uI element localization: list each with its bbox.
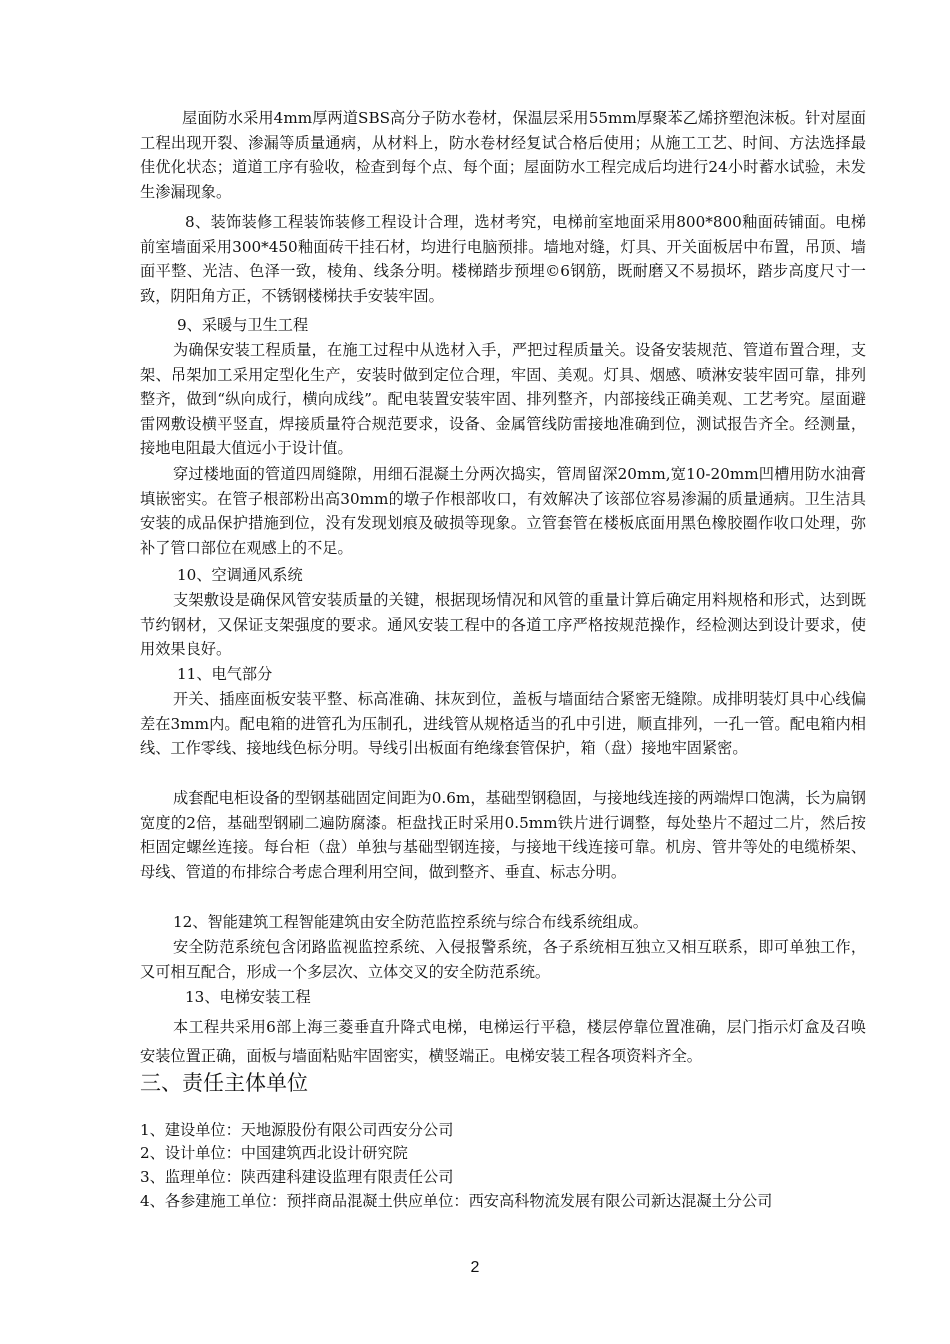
paragraph-duct-support: 支架敷设是确保风管安装质量的关键，根据现场情况和风管的重量计算后确定用料规格和形式，达到既节约钢材，又保证支架强度的要求。通风安装工程中的各道工序严格按规范操作，经检测达到设计要求，使用效果良好。 xyxy=(140,591,866,659)
paragraph-roof-waterproofing: 屋面防水采用4mm厚两道SBS高分子防水卷材，保温层采用55mm厚聚苯乙烯挤塑泡沫板。针对屋面工程出现开裂、渗漏等质量通病，从材料上，防水卷材经复试合格后使用；从施工工艺、时间、方法选择最佳优化状态；道道工序有验收，检查到每个点、每个面；屋面防水工程完成后均进行24小时蓄水试验，未发生渗漏现象。 xyxy=(140,109,866,201)
paragraph-installation-quality: 为确保安装工程质量，在施工过程中从选材入手，严把过程质量关。设备安装规范、管道布置合理，支架、吊架加工采用定型化生产，安装时做到定位合理，牢固、美观。灯具、烟感、喷淋安装牢固可靠，排列整齐，做到“纵向成行，横向成线”。配电装置安装牢固、排列整齐，内部接线正确美观、工艺考究。屋面避雷网敷设横平竖直，焊接质量符合规范要求，设备、金属管线防雷接地准确到位，测试报告齐全。经测量，接地电阻最大值远小于设计值。 xyxy=(140,341,866,458)
unit-design: 2、设计单位：中国建筑西北设计研究院 xyxy=(140,1144,408,1162)
subheading-elevator: 13、电梯安装工程 xyxy=(185,988,311,1006)
unit-supervision: 3、监理单位：陕西建科建设监理有限责任公司 xyxy=(140,1168,454,1186)
unit-construction: 1、建设单位：天地源股份有限公司西安分公司 xyxy=(140,1121,454,1139)
subheading-hvac: 10、空调通风系统 xyxy=(177,566,303,584)
paragraph-elevator: 本工程共采用6部上海三菱垂直升降式电梯，电梯运行平稳，楼层停靠位置准确，层门指示灯盒及召唤安装位置正确，面板与墙面粘贴牢固密实，横竖端正。电梯安装工程各项资料齐全。 xyxy=(140,1018,866,1065)
section-heading-responsible-units: 三、责任主体单位 xyxy=(140,1071,308,1095)
paragraph-distribution-cabinet: 成套配电柜设备的型钢基础固定间距为0.6m，基础型钢稳固，与接地线连接的两端焊口饱满，长为扁钢宽度的2倍，基础型钢刷二遍防腐漆。柜盘找正时采用0.5mm铁片进行调整，每处垫片不超过二片，然后按柜固定螺丝连接。每台柜（盘）单独与基础型钢连接，与接地干线连接可靠。机房、管井等处的电缆桥架、母线、管道的布排综合考虑合理利用空间，做到整齐、垂直、标志分明。 xyxy=(140,789,866,881)
paragraph-security-system: 安全防范系统包含闭路监视监控系统、入侵报警系统，各子系统相互独立又相互联系，即可单独工作，又可相互配合，形成一个多层次、立体交叉的安全防范系统。 xyxy=(140,938,866,981)
paragraph-switch-socket: 开关、插座面板安装平整、标高准确、抹灰到位，盖板与墙面结合紧密无缝隙。成排明装灯具中心线偏差在3mm内。配电箱的进管孔为压制孔，进线管从规格适当的孔中引进，顺直排列，一孔一管。配电箱内相线、工作零线、接地线色标分明。导线引出板面有绝缘套管保护，箱（盘）接地牢固紧密。 xyxy=(140,690,866,758)
unit-contractors: 4、各参建施工单位：预拌商品混凝土供应单位：西安高科物流发展有限公司新达混凝土分公司 xyxy=(140,1192,773,1210)
subheading-heating-sanitary: 9、采暖与卫生工程 xyxy=(177,316,309,334)
paragraph-intelligent-building: 12、智能建筑工程智能建筑由安全防范监控系统与综合布线系统组成。 xyxy=(173,913,648,931)
page-number: 2 xyxy=(470,1259,480,1276)
paragraph-decoration: 8、装饰装修工程装饰装修工程设计合理，选材考究，电梯前室地面采用800*800釉面砖铺面。电梯前室墙面采用300*450釉面砖干挂石材，均进行电脑预排。墙地对缝，灯具、开关面板居中布置，吊顶、墙面平整、光洁、色泽一致，棱角、线条分明。楼梯踏步预埋©6钢筋，既耐磨又不易损坏，踏步高度尺寸一致，阴阳角方正，不锈钢楼梯扶手安装牢固。 xyxy=(140,213,866,305)
paragraph-pipe-sealing: 穿过楼地面的管道四周缝隙，用细石混凝土分两次捣实，管周留深20mm,宽10-20mm凹槽用防水油膏填嵌密实。在管子根部粉出高30mm的墩子作根部收口，有效解决了该部位容易渗漏的质量通病。卫生洁具安装的成品保护措施到位，没有发现划痕及破损等现象。立管套管在楼板底面用黑色橡胶圈作收口处理，弥补了管口部位在观感上的不足。 xyxy=(140,465,866,557)
subheading-electrical: 11、电气部分 xyxy=(177,665,273,683)
